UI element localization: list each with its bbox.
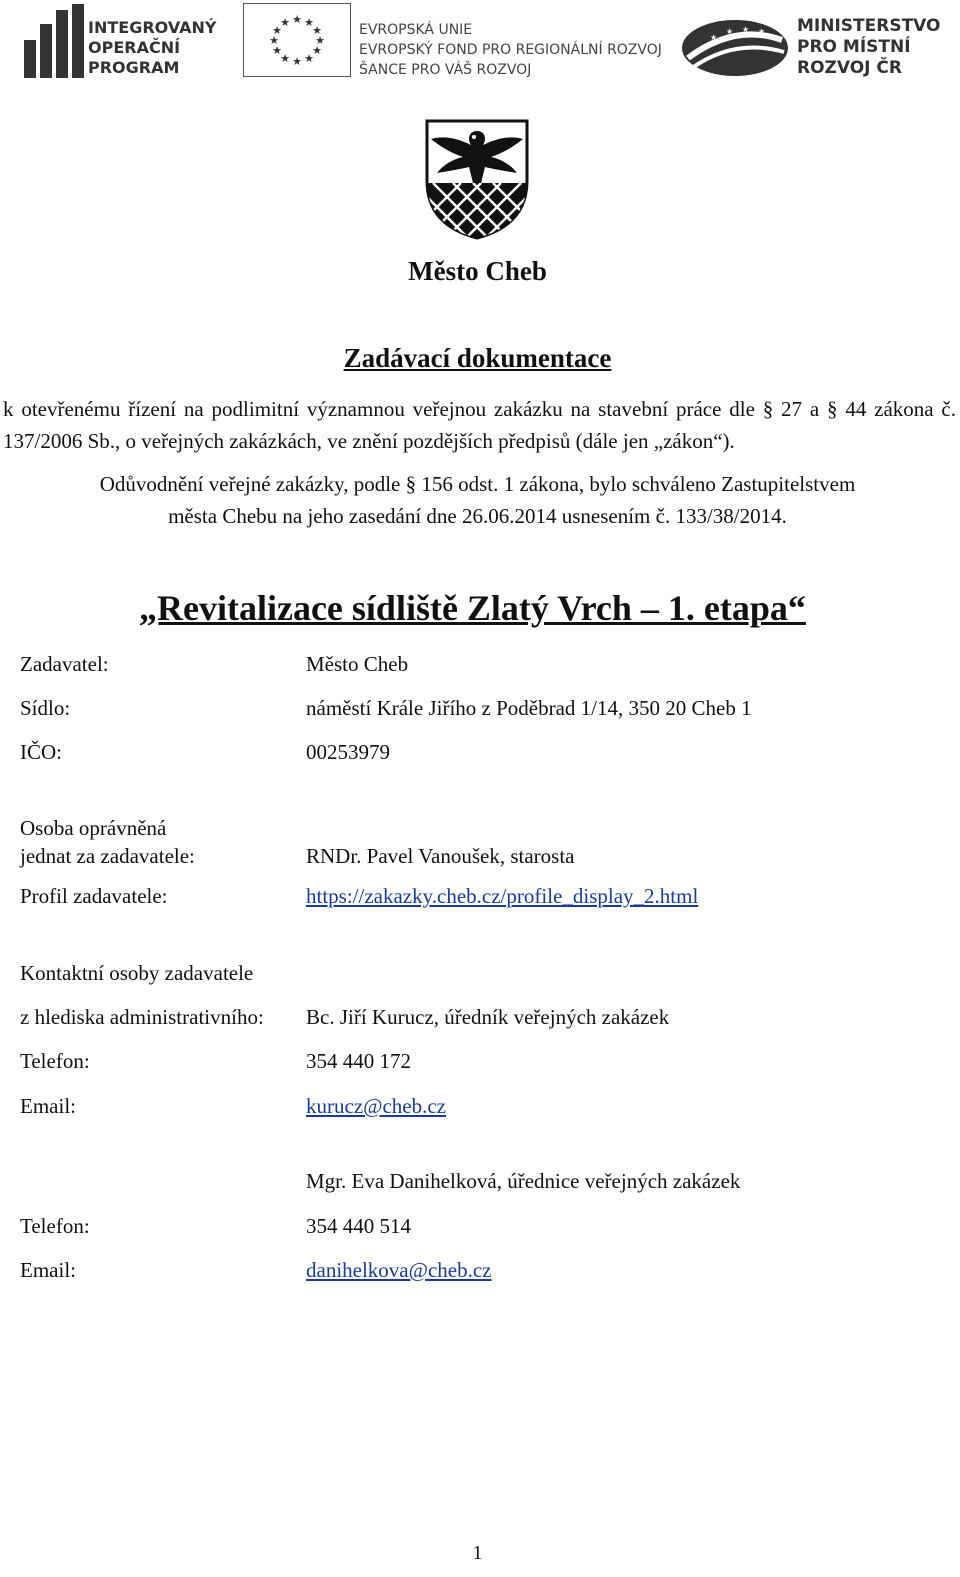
svg-text:★: ★	[758, 27, 766, 36]
mmr-logo-text	[797, 16, 941, 79]
admin-contact-name: Bc. Jiří Kurucz, úředník veřejných zakázek	[306, 1005, 670, 1029]
zadavatel-value: Město Cheb	[306, 652, 409, 676]
osoba-label-line1: Osoba oprávněná	[20, 816, 167, 840]
svg-text:★: ★	[280, 52, 290, 65]
admin-label: z hlediska administrativního:	[20, 1005, 264, 1029]
svg-text:★: ★	[272, 24, 282, 37]
mmr-line2: PRO MÍSTNÍ	[797, 37, 911, 57]
profil-link[interactable]: https://zakazky.cheb.cz/profile_display_2.html	[306, 884, 699, 908]
iop-logo-icon	[24, 4, 84, 78]
email-link-2[interactable]: danihelkova@cheb.cz	[306, 1258, 492, 1282]
svg-text:★: ★	[304, 16, 314, 29]
eu-flag-icon	[243, 3, 351, 77]
mmr-line1: MINISTERSTVO	[797, 16, 941, 36]
mmr-line3: ROZVOJ ČR	[797, 58, 902, 78]
osoba-label-line2: jednat za zadavatele:	[20, 844, 195, 868]
svg-text:★: ★	[292, 13, 302, 26]
svg-text:★: ★	[292, 55, 302, 68]
email-label-2: Email:	[20, 1258, 76, 1282]
svg-text:★: ★	[272, 44, 282, 57]
svg-text:★: ★	[312, 44, 322, 57]
eu-line2: EVROPSKÝ FOND PRO REGIONÁLNÍ ROZVOJ	[359, 42, 662, 58]
svg-text:★: ★	[312, 24, 322, 37]
eu-line1: EVROPSKÁ UNIE	[359, 22, 473, 38]
email-label-1: Email:	[20, 1094, 76, 1118]
iop-logo-text	[88, 18, 216, 78]
city-title: Město Cheb	[408, 256, 547, 286]
project-title: „Revitalizace sídliště Zlatý Vrch – 1. etapa“	[139, 588, 806, 628]
osoba-value: RNDr. Pavel Vanoušek, starosta	[306, 844, 575, 868]
zadavatel-label: Zadavatel:	[20, 652, 109, 676]
iop-line1: INTEGROVANÝ	[88, 18, 217, 37]
eu-line3: ŠANCE PRO VÁŠ ROZVOJ	[359, 62, 532, 78]
justification-line2: města Chebu na jeho zasedání dne 26.06.2014 usnesením č. 133/38/2014.	[168, 504, 787, 528]
intro-paragraph: k otevřenému řízení na podlimitní významnou veřejnou zakázku na stavební práce dle § 27 a § 44 zákona č. 137/2006 Sb., o veřejných zakázkách, ve znění pozdějších předpisů (dále jen „zákon“).	[3, 397, 956, 453]
contacts-heading: Kontaktní osoby zadavatele	[20, 961, 254, 985]
svg-text:★: ★	[315, 34, 325, 47]
city-crest-icon	[423, 117, 531, 241]
svg-text:★: ★	[304, 52, 314, 65]
justification-line1: Odůvodnění veřejné zakázky, podle § 156 odst. 1 zákona, bylo schváleno Zastupitelstvem	[99, 472, 856, 496]
iop-line3: PROGRAM	[88, 58, 180, 77]
profil-label: Profil zadavatele:	[20, 884, 168, 908]
justification-paragraph	[0, 468, 955, 532]
ico-label: IČO:	[20, 740, 62, 764]
phone-2: 354 440 514	[306, 1214, 411, 1238]
iop-line2: OPERAČNÍ	[88, 38, 181, 57]
svg-text:★: ★	[742, 25, 750, 34]
document-title: Zadávací dokumentace	[343, 343, 612, 373]
email-link-1[interactable]: kurucz@cheb.cz	[306, 1094, 447, 1118]
sidlo-value: náměstí Krále Jiřího z Poděbrad 1/14, 350 20 Cheb 1	[306, 696, 752, 720]
page-number: 1	[472, 1542, 483, 1564]
svg-text:★: ★	[280, 16, 290, 29]
header-logos	[0, 0, 960, 90]
mmr-logo-icon	[680, 18, 790, 78]
svg-text:★: ★	[726, 27, 734, 36]
sidlo-label: Sídlo:	[20, 696, 71, 720]
svg-text:★: ★	[269, 34, 279, 47]
phone-1: 354 440 172	[306, 1049, 411, 1073]
second-contact-name: Mgr. Eva Danihelková, úřednice veřejných zakázek	[306, 1169, 741, 1193]
svg-text:★: ★	[710, 33, 718, 42]
telefon-label-2: Telefon:	[20, 1214, 90, 1238]
eu-logo-text	[359, 20, 662, 80]
telefon-label-1: Telefon:	[20, 1049, 90, 1073]
ico-value: 00253979	[306, 740, 390, 764]
